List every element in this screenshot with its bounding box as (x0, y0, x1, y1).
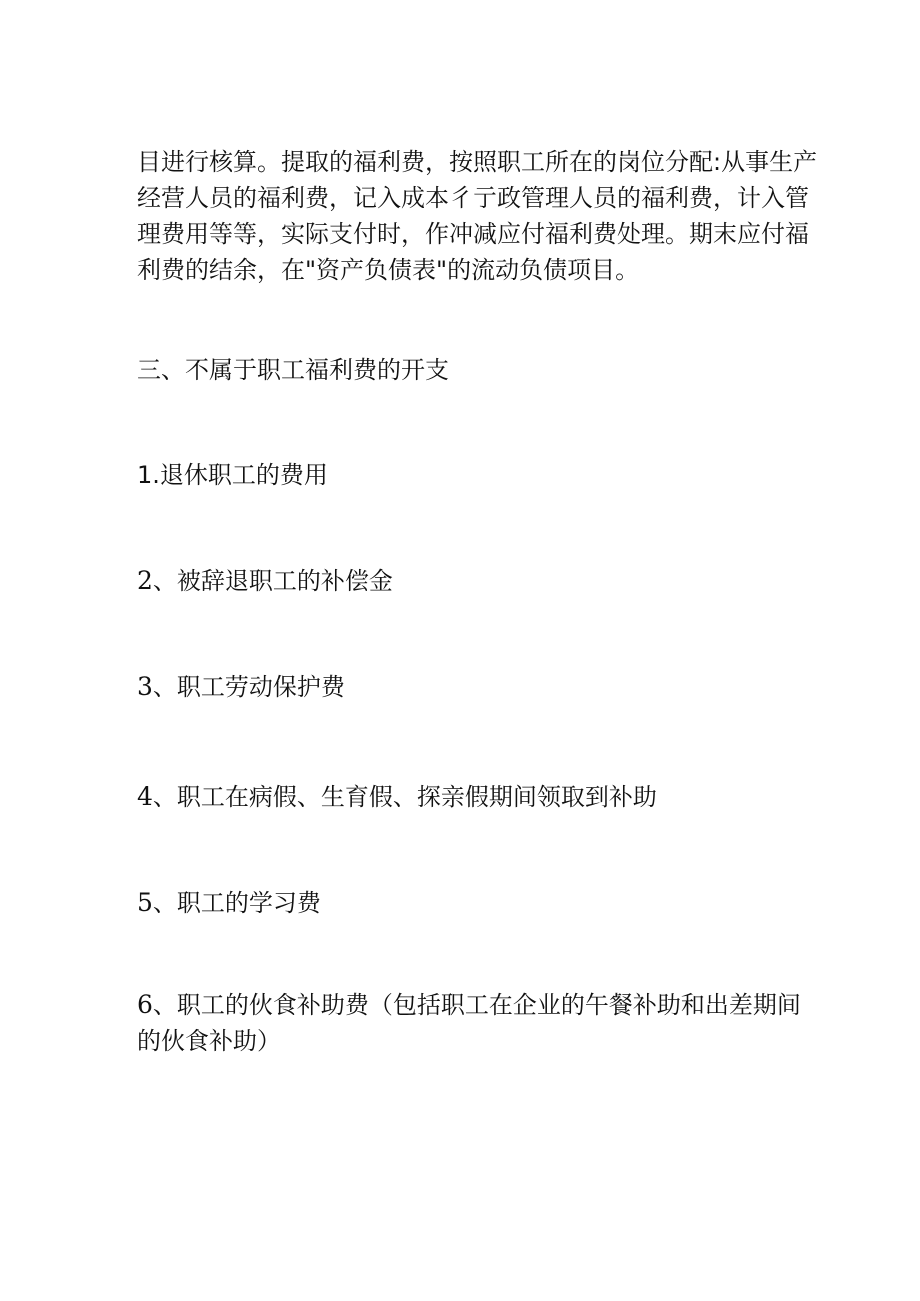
list-item (137, 779, 797, 815)
item-number: 1. (137, 461, 160, 489)
intro-line: 经营人员的福利费，记入成本彳亍政管理人员的福利费，计入管 (137, 184, 809, 212)
section-heading: 三、不属于职工福利费的开支 (137, 356, 449, 384)
item-number: 4 (137, 782, 153, 811)
intro-paragraph (137, 144, 818, 288)
intro-line: 理费用等等，实际支付时，作冲减应付福利费处理。期末应付福 (137, 220, 809, 248)
list-item (137, 457, 797, 493)
list-item (137, 885, 797, 921)
item-number: 6 (137, 990, 153, 1019)
item-text: 、职工劳动保护费 (152, 673, 345, 701)
item-text: 、职工的学习费 (152, 889, 321, 917)
item-number: 2 (137, 566, 153, 595)
list-item (137, 669, 797, 705)
list-item (137, 563, 797, 599)
list-item (137, 987, 801, 1059)
item-number: 3 (137, 672, 153, 701)
intro-line: 目进行核算。提取的福利费，按照职工所在的岗位分配:从事生产 (137, 148, 818, 176)
item-text: 、职工的伙食补助费（包括职工在企业的午餐补助和出差期间 (152, 991, 801, 1019)
item-text: 、职工在病假、生育假、探亲假期间领取到补助 (152, 783, 657, 811)
item-number: 5 (137, 888, 153, 917)
intro-line: 利费的结余，在"资产负债表"的流动负债项目。 (137, 256, 640, 284)
item-text: 退休职工的费用 (159, 461, 328, 489)
item-line (137, 987, 801, 1023)
item-continuation: 的伙食补助） (137, 1027, 281, 1055)
item-text: 、被辞退职工的补偿金 (152, 567, 393, 595)
